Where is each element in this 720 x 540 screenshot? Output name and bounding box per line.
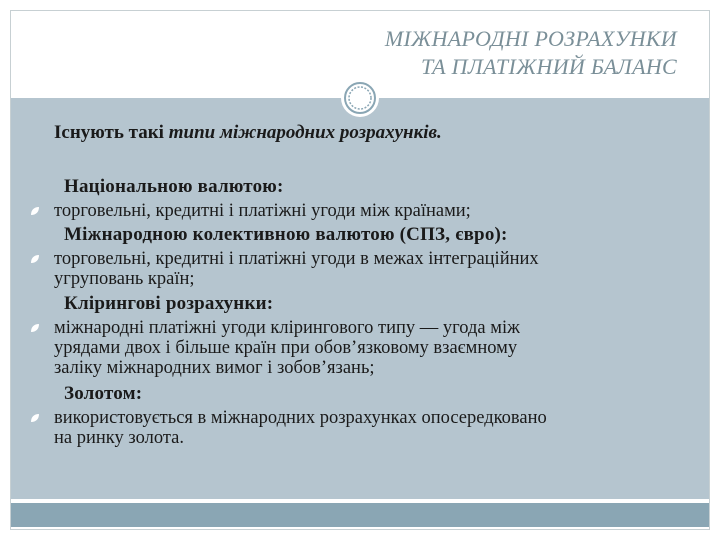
section-text-line: міжнародні платіжні угоди клірингового типу — угода між (54, 318, 520, 338)
section-text-line: урядами двох і більше країн при обов’язковому взаємному (54, 338, 518, 358)
section-text-line: на ринку золота. (54, 428, 184, 448)
section-text-line: торговельні, кредитні і платіжні угоди між країнами; (54, 201, 471, 221)
title-line-1: МІЖНАРОДНІ РОЗРАХУНКИ (384, 26, 677, 51)
section-text-clearing (54, 318, 674, 378)
section-text-line: заліку міжнародних вимог і зобов’язань; (54, 358, 375, 378)
section-text-collective (54, 249, 674, 289)
section-text-line: торговельні, кредитні і платіжні угоди в межах інтеграційних (54, 249, 539, 269)
circle-emblem-icon (340, 78, 380, 118)
leaf-bullet-icon (30, 323, 40, 333)
section-text-national (54, 201, 674, 221)
leaf-bullet-icon (30, 254, 40, 264)
intro-italic: типи міжнародних розрахунків. (168, 122, 442, 143)
section-heading-gold: Золотом: (64, 383, 143, 404)
section-text-gold (54, 408, 674, 448)
intro-text (54, 122, 442, 144)
bottom-bar (11, 503, 709, 527)
section-heading-national: Національною валютою: (64, 176, 284, 197)
section-text-line: угруповань країн; (54, 269, 195, 289)
section-heading-clearing: Клірингові розрахунки: (64, 293, 274, 314)
leaf-bullet-icon (30, 206, 40, 216)
title-line-2: ТА ПЛАТІЖНИЙ БАЛАНС (420, 54, 677, 79)
slide-title (385, 25, 677, 81)
leaf-bullet-icon (30, 413, 40, 423)
section-heading-collective: Міжнародною колективною валютою (СПЗ, євро): (64, 224, 508, 245)
intro-prefix: Існують такі (54, 122, 169, 143)
section-text-line: використовується в міжнародних розрахунках опосередковано (54, 408, 547, 428)
